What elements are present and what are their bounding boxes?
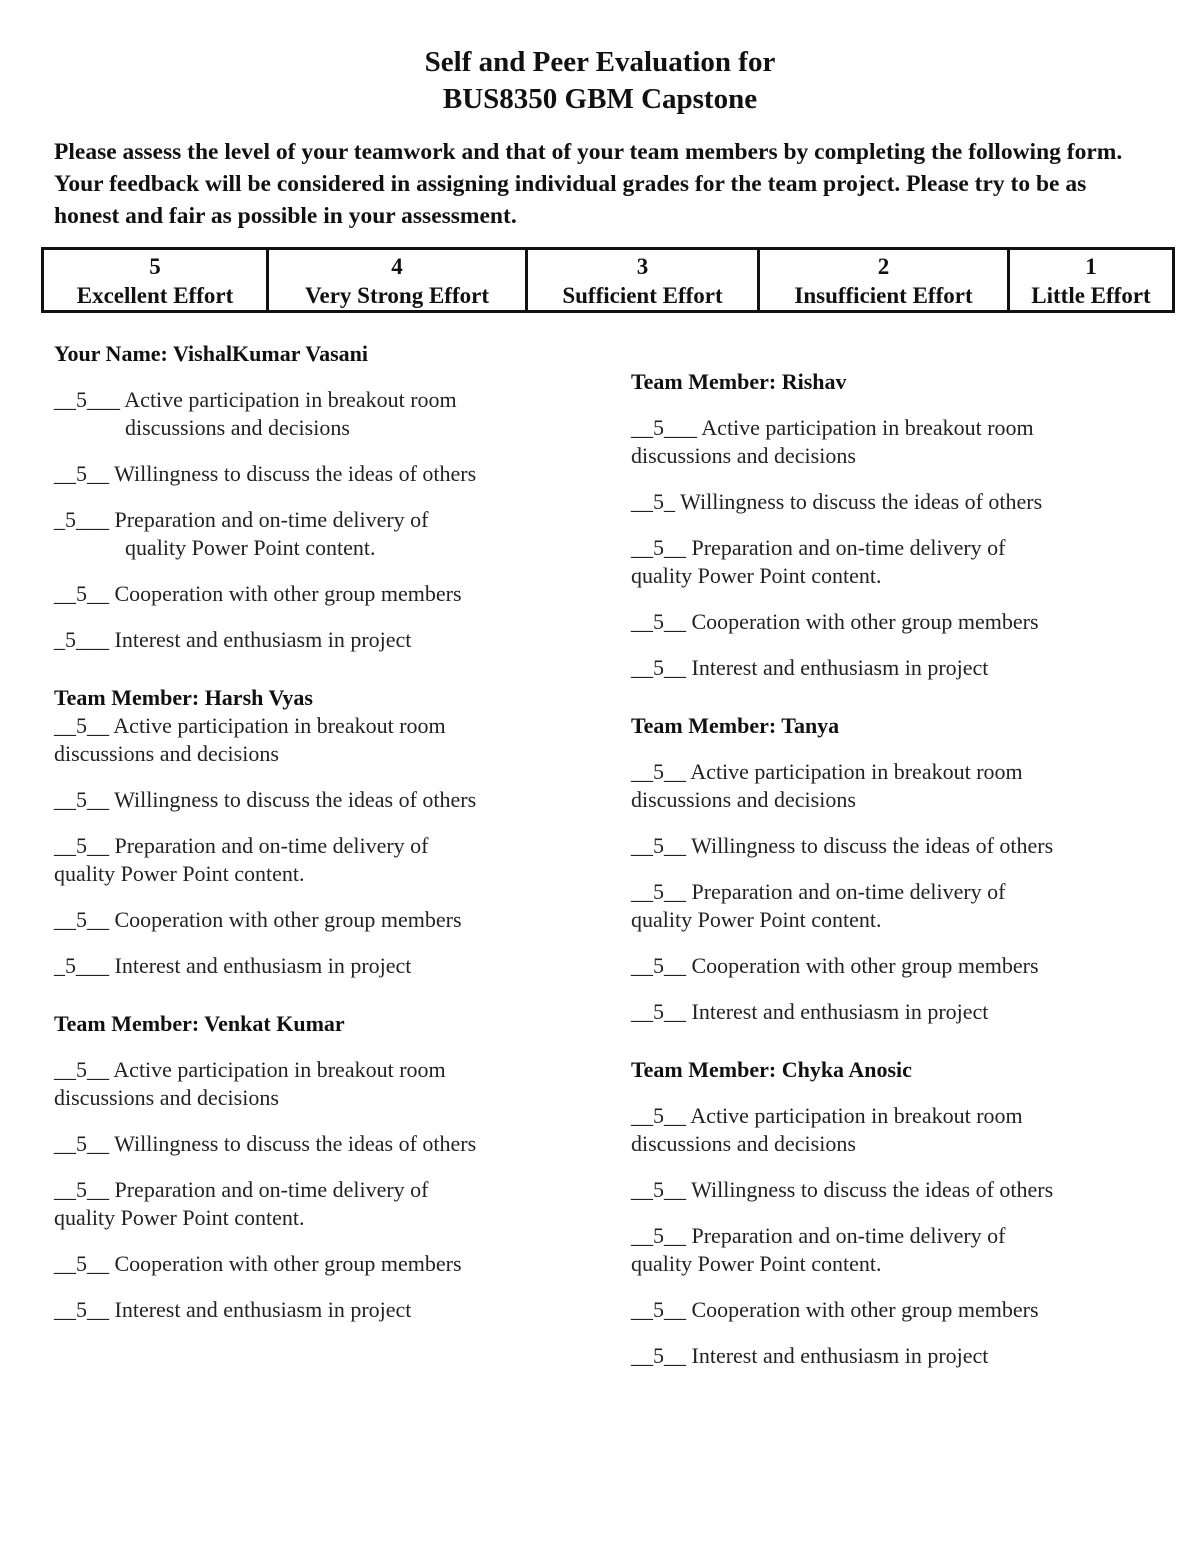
criterion-item xyxy=(54,1176,594,1232)
evaluation-tanya xyxy=(631,712,1171,1026)
criterion-item xyxy=(54,906,594,934)
criterion-item xyxy=(54,712,594,768)
scale-cell-4 xyxy=(268,249,527,312)
criterion-text: __5__ Interest and enthusiasm in project xyxy=(54,1297,412,1322)
criterion-text: __5__ Willingness to discuss the ideas of others xyxy=(631,1177,1054,1202)
instructions-paragraph: Please assess the level of your teamwork and that of your team members by completing the following form. Your feedback will be considered in assigning individual grades for the team project. Please try to be as honest and fair as possible in your assessment. xyxy=(54,139,1123,229)
criterion-text: __5__ Willingness to discuss the ideas of others xyxy=(54,787,477,812)
criterion-item xyxy=(631,1342,1171,1370)
criterion-item xyxy=(54,1130,594,1158)
criterion-item xyxy=(631,758,1171,814)
criterion-text-cont: quality Power Point content. xyxy=(631,907,882,932)
scale-label: Sufficient Effort xyxy=(562,283,723,308)
page-title xyxy=(0,44,1200,118)
criterion-text-cont: discussions and decisions xyxy=(54,741,279,766)
criterion-item xyxy=(631,1176,1171,1204)
scale-cell-2 xyxy=(759,249,1009,312)
member-name-heading: Team Member: Chyka Anosic xyxy=(631,1057,912,1082)
criterion-text-cont: discussions and decisions xyxy=(631,443,856,468)
criterion-item xyxy=(54,1296,594,1324)
member-name-heading: Team Member: Rishav xyxy=(631,369,847,394)
scale-label: Insufficient Effort xyxy=(794,283,973,308)
title-line-1: Self and Peer Evaluation for xyxy=(424,46,776,78)
criterion-item xyxy=(54,626,594,654)
criterion-item xyxy=(54,832,594,888)
criterion-text: __5__ Willingness to discuss the ideas of others xyxy=(54,1131,477,1156)
criterion-item xyxy=(631,414,1171,470)
criterion-item xyxy=(631,654,1171,682)
criterion-text-cont: quality Power Point content. xyxy=(631,1251,882,1276)
criterion-text: __5__ Active participation in breakout room xyxy=(54,713,446,738)
criterion-text-cont: quality Power Point content. xyxy=(631,563,882,588)
criterion-text: __5__ Cooperation with other group members xyxy=(631,953,1039,978)
criterion-item xyxy=(54,1250,594,1278)
criterion-item xyxy=(631,608,1171,636)
criterion-text: __5__ Cooperation with other group members xyxy=(54,1251,462,1276)
scale-label: Little Effort xyxy=(1031,283,1151,308)
scale-score: 5 xyxy=(149,254,161,279)
criterion-item xyxy=(54,786,594,814)
evaluation-chyka-anosic xyxy=(631,1056,1171,1370)
scale-score: 3 xyxy=(636,254,649,279)
criterion-text: __5__ Active participation in breakout room xyxy=(54,1057,446,1082)
criterion-text: __5__ Preparation and on-time delivery of xyxy=(631,1223,1006,1248)
title-line-2: BUS8350 GBM Capstone xyxy=(442,83,758,115)
criterion-text: __5_ Willingness to discuss the ideas of others xyxy=(631,489,1043,514)
rating-scale-table xyxy=(41,247,1175,313)
criterion-text: _5___ Interest and enthusiasm in project xyxy=(54,953,412,978)
member-name-heading: Team Member: Harsh Vyas xyxy=(54,685,313,710)
criterion-item xyxy=(631,1296,1171,1324)
criterion-item xyxy=(631,832,1171,860)
criterion-text: __5__ Interest and enthusiasm in project xyxy=(631,999,989,1024)
scale-score: 1 xyxy=(1085,254,1097,279)
criterion-text: __5__ Willingness to discuss the ideas of others xyxy=(631,833,1054,858)
member-name-heading: Your Name: VishalKumar Vasani xyxy=(54,341,368,366)
criterion-text: __5__ Interest and enthusiasm in project xyxy=(631,1343,989,1368)
criterion-item xyxy=(54,580,594,608)
criterion-item xyxy=(54,460,594,488)
criterion-text-cont: discussions and decisions xyxy=(125,415,350,440)
scale-score: 2 xyxy=(877,254,890,279)
criterion-text: __5__ Cooperation with other group members xyxy=(631,1297,1039,1322)
criterion-text-cont: quality Power Point content. xyxy=(54,861,305,886)
criterion-text: __5___ Active participation in breakout room xyxy=(54,387,457,412)
criterion-item xyxy=(631,952,1171,980)
criterion-text-cont: discussions and decisions xyxy=(631,787,856,812)
criterion-text: __5__ Preparation and on-time delivery of xyxy=(54,1177,429,1202)
criterion-text: __5___ Active participation in breakout room xyxy=(631,415,1034,440)
evaluation-venkat-kumar xyxy=(54,1010,594,1324)
criterion-text: __5__ Cooperation with other group members xyxy=(54,907,462,932)
criterion-text: __5__ Cooperation with other group members xyxy=(54,581,462,606)
evaluation-harsh-vyas xyxy=(54,684,594,980)
criterion-text: _5___ Interest and enthusiasm in project xyxy=(54,627,412,652)
scale-label: Excellent Effort xyxy=(76,283,234,308)
criterion-item xyxy=(54,952,594,980)
criterion-text: __5__ Willingness to discuss the ideas of others xyxy=(54,461,477,486)
evaluation-rishav xyxy=(631,368,1171,682)
criterion-text-cont: quality Power Point content. xyxy=(54,1205,305,1230)
criterion-text-cont: quality Power Point content. xyxy=(125,535,376,560)
criterion-text: __5__ Interest and enthusiasm in project xyxy=(631,655,989,680)
criterion-item xyxy=(631,1222,1171,1278)
criterion-item xyxy=(631,998,1171,1026)
criterion-text: __5__ Active participation in breakout room xyxy=(631,759,1023,784)
criterion-text: __5__ Active participation in breakout room xyxy=(631,1103,1023,1128)
scale-cell-1 xyxy=(1009,249,1174,312)
scale-cell-3 xyxy=(527,249,759,312)
criterion-item xyxy=(54,1056,594,1112)
criterion-text: __5__ Cooperation with other group members xyxy=(631,609,1039,634)
criterion-item xyxy=(631,534,1171,590)
scale-label: Very Strong Effort xyxy=(305,283,489,308)
member-name-heading: Team Member: Venkat Kumar xyxy=(54,1011,345,1036)
criterion-item xyxy=(631,1102,1171,1158)
criterion-item xyxy=(631,878,1171,934)
scale-cell-5 xyxy=(43,249,268,312)
rating-scale-row xyxy=(43,249,1174,312)
criterion-text: __5__ Preparation and on-time delivery of xyxy=(631,535,1006,560)
criterion-text: __5__ Preparation and on-time delivery of xyxy=(631,879,1006,904)
criterion-text-cont: discussions and decisions xyxy=(54,1085,279,1110)
member-name-heading: Team Member: Tanya xyxy=(631,713,840,738)
criterion-text-cont: discussions and decisions xyxy=(631,1131,856,1156)
criterion-item xyxy=(631,488,1171,516)
scale-score: 4 xyxy=(391,254,403,279)
criterion-item xyxy=(54,386,594,442)
criterion-item xyxy=(54,506,594,562)
criterion-text: __5__ Preparation and on-time delivery of xyxy=(54,833,429,858)
criterion-text: _5___ Preparation and on-time delivery of xyxy=(54,507,429,532)
evaluation-self xyxy=(54,340,594,654)
